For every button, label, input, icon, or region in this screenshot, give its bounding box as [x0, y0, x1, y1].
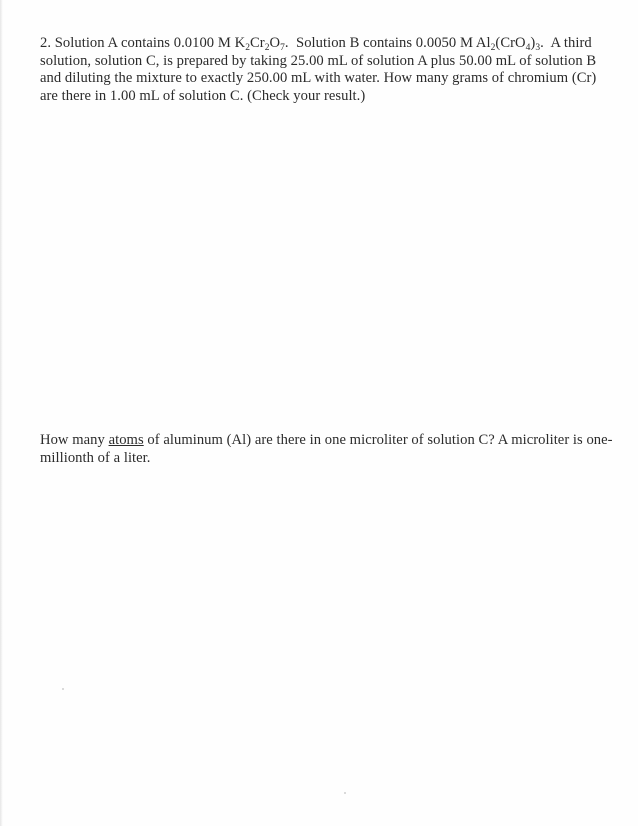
question-2-sentence-1: Solution A contains 0.0100 M [54, 35, 231, 51]
question-number: 2. [40, 35, 52, 51]
scan-edge [0, 0, 3, 826]
question-2-part-b-text [40, 432, 615, 467]
formula-potassium-dichromate: $K_2Cr_2O_7$. [234, 35, 289, 53]
question-2b-post: of aluminum (Al) are there in one microliter of solution C? A microliter is one-millionth of a liter. [40, 432, 613, 466]
scan-speck [62, 688, 64, 690]
formula-aluminum-chromate: $Al_2(CrO_4)_3$. [475, 35, 544, 53]
scan-speck [344, 792, 346, 794]
underlined-word-atoms: atoms [108, 432, 144, 448]
question-2b-pre: How many [40, 432, 105, 448]
question-2-sentence-3: A third solution, solution C, is prepared by taking 25.00 mL of solution A plus 50.00 mL of solution B and diluting the mixture to exactly 250.00 mL with water. How many grams of chromium (Cr) are there in 1.00 mL of solution C. (Check your result.) [40, 35, 597, 104]
question-2-text [40, 35, 615, 105]
question-2-sentence-2: Solution B contains 0.0050 M [296, 35, 473, 51]
